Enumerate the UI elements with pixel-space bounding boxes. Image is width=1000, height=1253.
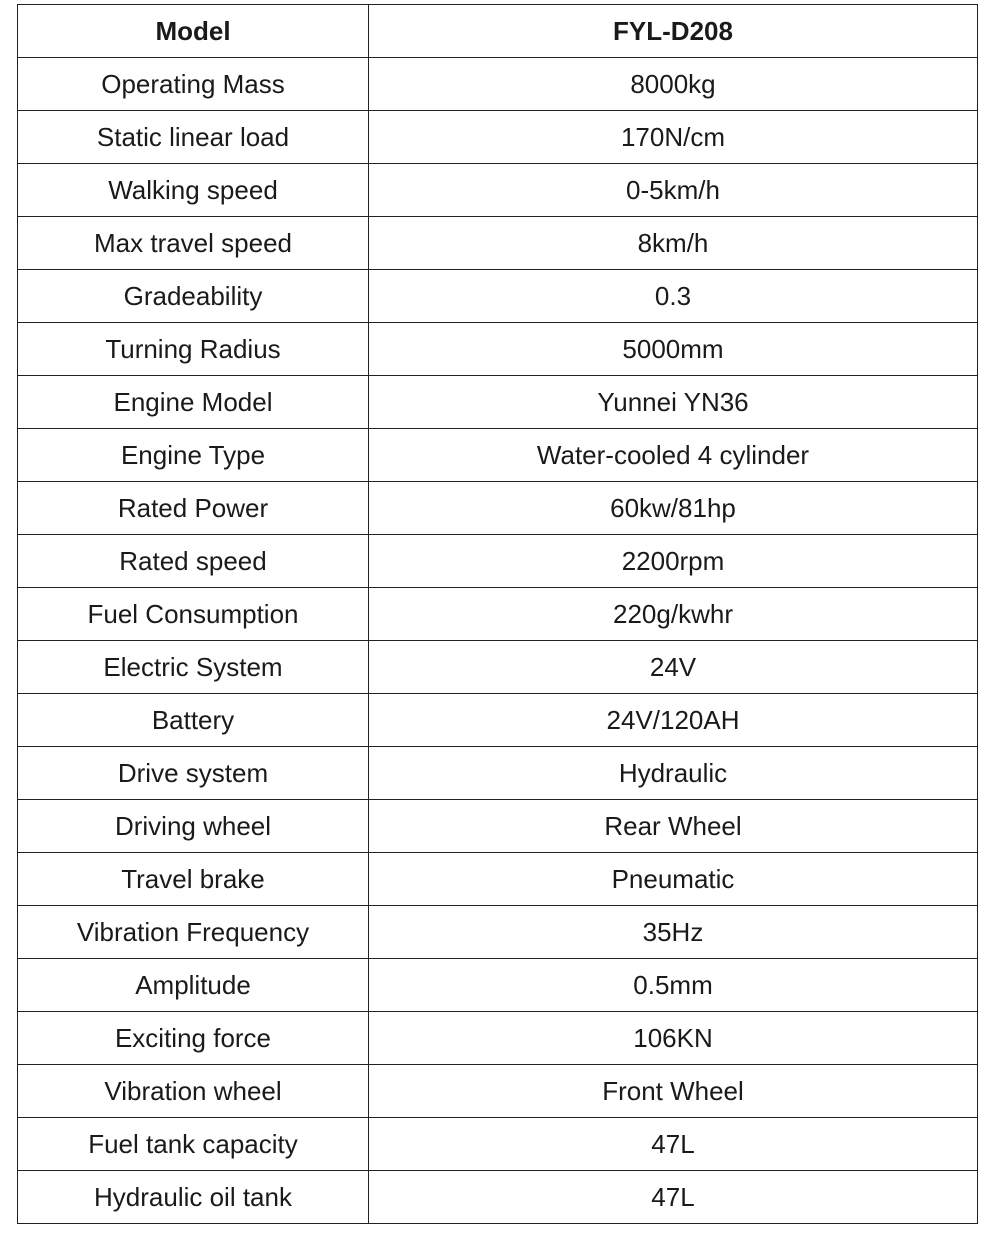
spec-value-cell: 35Hz bbox=[369, 906, 978, 959]
spec-label-cell: Electric System bbox=[18, 641, 369, 694]
table-row bbox=[18, 376, 978, 429]
spec-label-cell: Amplitude bbox=[18, 959, 369, 1012]
table-row bbox=[18, 164, 978, 217]
spec-value-cell: 8km/h bbox=[369, 217, 978, 270]
table-row bbox=[18, 217, 978, 270]
spec-value-cell: 106KN bbox=[369, 1012, 978, 1065]
spec-table bbox=[17, 4, 978, 1224]
spec-value-cell: Rear Wheel bbox=[369, 800, 978, 853]
spec-table-body bbox=[18, 58, 978, 1224]
spec-value-cell: Yunnei YN36 bbox=[369, 376, 978, 429]
spec-label-cell: Exciting force bbox=[18, 1012, 369, 1065]
table-row bbox=[18, 429, 978, 482]
spec-label-cell: Vibration Frequency bbox=[18, 906, 369, 959]
spec-label-cell: Engine Type bbox=[18, 429, 369, 482]
header-value-cell: FYL-D208 bbox=[369, 5, 978, 58]
spec-value-cell: 8000kg bbox=[369, 58, 978, 111]
table-row bbox=[18, 323, 978, 376]
table-row bbox=[18, 58, 978, 111]
spec-value-cell: Water-cooled 4 cylinder bbox=[369, 429, 978, 482]
table-row bbox=[18, 588, 978, 641]
header-label-cell: Model bbox=[18, 5, 369, 58]
spec-label-cell: Battery bbox=[18, 694, 369, 747]
table-row bbox=[18, 641, 978, 694]
spec-label-cell: Turning Radius bbox=[18, 323, 369, 376]
spec-label-cell: Gradeability bbox=[18, 270, 369, 323]
table-row bbox=[18, 853, 978, 906]
spec-value-cell: 170N/cm bbox=[369, 111, 978, 164]
spec-label-cell: Rated speed bbox=[18, 535, 369, 588]
spec-value-cell: Hydraulic bbox=[369, 747, 978, 800]
spec-value-cell: 24V/120AH bbox=[369, 694, 978, 747]
table-row bbox=[18, 800, 978, 853]
spec-label-cell: Travel brake bbox=[18, 853, 369, 906]
spec-value-cell: 60kw/81hp bbox=[369, 482, 978, 535]
spec-label-cell: Fuel Consumption bbox=[18, 588, 369, 641]
spec-value-cell: 24V bbox=[369, 641, 978, 694]
table-row bbox=[18, 694, 978, 747]
table-row bbox=[18, 482, 978, 535]
table-row bbox=[18, 270, 978, 323]
spec-label-cell: Operating Mass bbox=[18, 58, 369, 111]
table-row bbox=[18, 906, 978, 959]
table-row bbox=[18, 1118, 978, 1171]
table-row bbox=[18, 747, 978, 800]
table-row bbox=[18, 959, 978, 1012]
spec-value-cell: 5000mm bbox=[369, 323, 978, 376]
table-row bbox=[18, 535, 978, 588]
spec-value-cell: 47L bbox=[369, 1171, 978, 1224]
spec-value-cell: 2200rpm bbox=[369, 535, 978, 588]
spec-label-cell: Walking speed bbox=[18, 164, 369, 217]
table-row bbox=[18, 1171, 978, 1224]
spec-label-cell: Vibration wheel bbox=[18, 1065, 369, 1118]
spec-value-cell: Front Wheel bbox=[369, 1065, 978, 1118]
spec-label-cell: Max travel speed bbox=[18, 217, 369, 270]
spec-label-cell: Hydraulic oil tank bbox=[18, 1171, 369, 1224]
spec-label-cell: Rated Power bbox=[18, 482, 369, 535]
table-row bbox=[18, 1012, 978, 1065]
spec-value-cell: 220g/kwhr bbox=[369, 588, 978, 641]
spec-value-cell: 0-5km/h bbox=[369, 164, 978, 217]
spec-label-cell: Static linear load bbox=[18, 111, 369, 164]
spec-value-cell: 47L bbox=[369, 1118, 978, 1171]
table-row bbox=[18, 1065, 978, 1118]
spec-label-cell: Drive system bbox=[18, 747, 369, 800]
table-row bbox=[18, 111, 978, 164]
spec-value-cell: 0.5mm bbox=[369, 959, 978, 1012]
spec-label-cell: Engine Model bbox=[18, 376, 369, 429]
spec-value-cell: 0.3 bbox=[369, 270, 978, 323]
table-header-row bbox=[18, 5, 978, 58]
spec-value-cell: Pneumatic bbox=[369, 853, 978, 906]
spec-label-cell: Fuel tank capacity bbox=[18, 1118, 369, 1171]
spec-label-cell: Driving wheel bbox=[18, 800, 369, 853]
